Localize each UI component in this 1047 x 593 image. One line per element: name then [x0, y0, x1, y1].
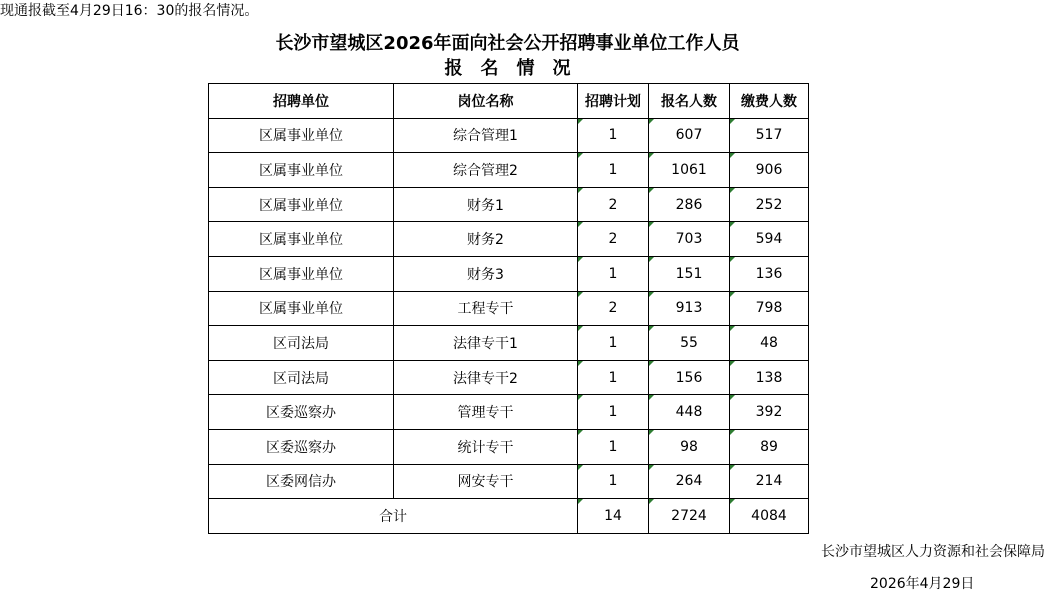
- cell-applied: 151: [649, 256, 730, 291]
- table-header-row: [209, 84, 809, 119]
- cell-position: 综合管理1: [394, 118, 578, 153]
- cell-unit: 区属事业单位: [209, 222, 394, 257]
- cell-unit: 区属事业单位: [209, 153, 394, 188]
- cell-position: 统计专干: [394, 429, 578, 464]
- table-row: [209, 326, 809, 361]
- cell-position: 综合管理2: [394, 153, 578, 188]
- cell-paid: 138: [730, 360, 809, 395]
- cell-plan: 1: [578, 326, 649, 361]
- intro-text: 现通报截至4月29日16：30的报名情况。: [0, 3, 259, 19]
- cell-plan: 1: [578, 256, 649, 291]
- cell-position: 法律专干2: [394, 360, 578, 395]
- table-body: [209, 118, 809, 499]
- cell-unit: 区司法局: [209, 360, 394, 395]
- cell-unit: 区委巡察办: [209, 395, 394, 430]
- total-plan: 14: [578, 499, 649, 534]
- header-plan: 招聘计划: [578, 84, 649, 119]
- cell-applied: 913: [649, 291, 730, 326]
- cell-plan: 2: [578, 187, 649, 222]
- cell-position: 工程专干: [394, 291, 578, 326]
- cell-plan: 1: [578, 395, 649, 430]
- cell-paid: 136: [730, 256, 809, 291]
- table-row: [209, 291, 809, 326]
- header-position: 岗位名称: [394, 84, 578, 119]
- cell-paid: 906: [730, 153, 809, 188]
- table-row: [209, 118, 809, 153]
- total-label: 合计: [209, 499, 578, 534]
- cell-position: 财务3: [394, 256, 578, 291]
- table-title: [209, 27, 806, 83]
- title-line-2: 报名情况: [444, 58, 589, 79]
- table-row: [209, 429, 809, 464]
- cell-plan: 2: [578, 222, 649, 257]
- cell-unit: 区属事业单位: [209, 118, 394, 153]
- table-row: [209, 395, 809, 430]
- cell-plan: 1: [578, 429, 649, 464]
- cell-paid: 392: [730, 395, 809, 430]
- cell-plan: 1: [578, 464, 649, 499]
- cell-plan: 1: [578, 360, 649, 395]
- cell-paid: 594: [730, 222, 809, 257]
- cell-position: 财务1: [394, 187, 578, 222]
- cell-plan: 1: [578, 118, 649, 153]
- cell-unit: 区委巡察办: [209, 429, 394, 464]
- cell-applied: 264: [649, 464, 730, 499]
- cell-applied: 156: [649, 360, 730, 395]
- cell-unit: 区属事业单位: [209, 291, 394, 326]
- cell-applied: 448: [649, 395, 730, 430]
- table-row: [209, 256, 809, 291]
- cell-unit: 区委网信办: [209, 464, 394, 499]
- cell-applied: 607: [649, 118, 730, 153]
- cell-applied: 286: [649, 187, 730, 222]
- issuing-organization: 长沙市望城区人力资源和社会保障局: [821, 544, 1045, 560]
- table-row: [209, 222, 809, 257]
- header-unit: 招聘单位: [209, 84, 394, 119]
- cell-applied: 703: [649, 222, 730, 257]
- header-paid: 缴费人数: [730, 84, 809, 119]
- table-row: [209, 187, 809, 222]
- cell-unit: 区属事业单位: [209, 256, 394, 291]
- cell-paid: 89: [730, 429, 809, 464]
- cell-paid: 214: [730, 464, 809, 499]
- cell-plan: 2: [578, 291, 649, 326]
- registration-table: [208, 83, 809, 534]
- table-row: [209, 360, 809, 395]
- cell-position: 管理专干: [394, 395, 578, 430]
- total-row: [209, 499, 809, 534]
- cell-unit: 区司法局: [209, 326, 394, 361]
- cell-unit: 区属事业单位: [209, 187, 394, 222]
- cell-paid: 252: [730, 187, 809, 222]
- issue-date: 2026年4月29日: [870, 576, 975, 592]
- cell-paid: 798: [730, 291, 809, 326]
- cell-applied: 1061: [649, 153, 730, 188]
- cell-applied: 98: [649, 429, 730, 464]
- table-row: [209, 153, 809, 188]
- cell-position: 法律专干1: [394, 326, 578, 361]
- total-applied: 2724: [649, 499, 730, 534]
- cell-applied: 55: [649, 326, 730, 361]
- total-paid: 4084: [730, 499, 809, 534]
- cell-position: 财务2: [394, 222, 578, 257]
- cell-position: 网安专干: [394, 464, 578, 499]
- cell-plan: 1: [578, 153, 649, 188]
- table-row: [209, 464, 809, 499]
- title-line-1: 长沙市望城区2026年面向社会公开招聘事业单位工作人员: [275, 33, 740, 54]
- header-applied: 报名人数: [649, 84, 730, 119]
- cell-paid: 48: [730, 326, 809, 361]
- cell-paid: 517: [730, 118, 809, 153]
